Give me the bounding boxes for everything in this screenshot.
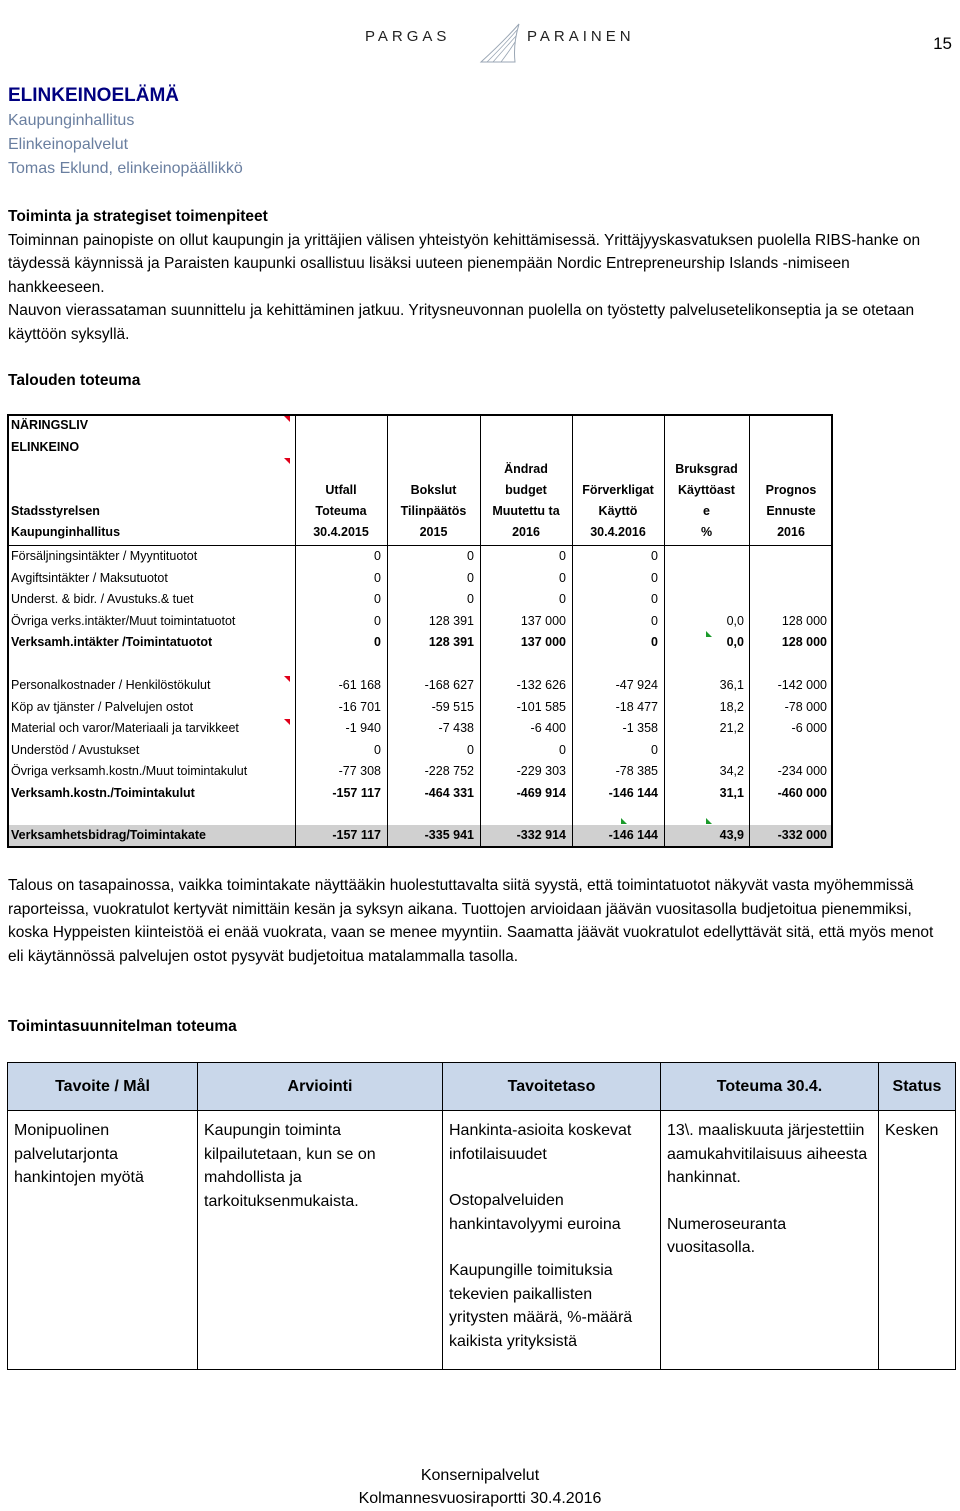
finance-row-value: -234 000 <box>777 764 827 778</box>
finance-row-value: -6 000 <box>791 721 827 735</box>
col-header-budget-2016: budget <box>505 483 547 497</box>
finance-row-label: Underst. & bidr. / Avustuks.& tuet <box>11 592 194 606</box>
finance-row-value: 0 <box>559 571 566 585</box>
finance-row-value <box>749 589 827 610</box>
finance-row-value: -18 477 <box>615 700 658 714</box>
finance-row-value: -101 585 <box>516 700 566 714</box>
plan-header-row <box>8 1063 956 1111</box>
finance-row-value: 137 000 <box>520 614 566 628</box>
comment-marker <box>284 676 290 682</box>
plan-row <box>8 1111 956 1370</box>
col-header-realized-2016: Käyttö <box>598 504 638 518</box>
comment-marker <box>284 458 290 464</box>
plan-targets <box>443 1111 661 1370</box>
col-header-actual-2015: Toteuma <box>315 504 367 518</box>
finance-row-value: -332 000 <box>777 828 827 842</box>
finance-row <box>9 611 831 632</box>
finance-row-value: 128 391 <box>428 635 474 649</box>
finance-row-value: -335 941 <box>424 828 474 842</box>
col-header-usage-rate: Bruksgrad <box>675 462 738 476</box>
finance-row-value: 0 <box>467 743 474 757</box>
finance-row-value: -229 303 <box>516 764 566 778</box>
finance-row-value: 0 <box>651 743 658 757</box>
finance-row-value: -168 627 <box>424 678 474 692</box>
finance-row <box>9 761 831 782</box>
plan-target-item: Ostopalveluiden hankintavolyymi euroina <box>449 1192 621 1233</box>
finance-row-value: 0,0 <box>726 614 744 628</box>
plan-goal: Monipuolinen palvelutarjonta hankintojen myötä <box>8 1111 198 1370</box>
col-header-forecast-2016: Ennuste <box>766 504 816 518</box>
finance-row-value: 128 391 <box>428 614 474 628</box>
strategy-paragraph-2: Nauvon vierassataman suunnittelu ja kehittäminen jatkuu. Yritysneuvonnan puolella on työstetty palvelusetelikonseptia ja se otetaan käyttöön syksyllä. <box>8 302 915 343</box>
finance-row-value: -157 117 <box>332 786 381 800</box>
finance-row-value: 0 <box>651 635 658 649</box>
finance-row <box>9 568 831 589</box>
finance-row-value: 0 <box>559 743 566 757</box>
finance-row-value: -460 000 <box>777 786 827 800</box>
finance-row-value: 18,2 <box>719 700 744 714</box>
col-header-forecast-2016: Prognos <box>765 483 817 497</box>
finance-analysis: Talous on tasapainossa, vaikka toimintakate näyttääkin huolestuttavalta siitä syystä, että toimintatuotot näkyvät vasta myöhemmissä raporteissa, vuokratulot kertyvät nimittäin kesän ja syksyn aikana. Tuottojen arvioidaan jäävän vuositasolla budjetoitua pienemmiksi, koska Hyppeisten kiinteistöä ei enää vuokrata, vaan se menee myyntiin. Saamatta jäävät vuokratulot edellyttävät sitä, että myös menot eli käytännössä palvelujen ostot pysyvät budjetoitua matalammalla tasolla. <box>8 877 934 965</box>
plan-header-goal: Tavoite / Mål <box>8 1063 198 1111</box>
finance-row-value: 0 <box>467 592 474 606</box>
org-label-fi: ELINKEINO <box>11 440 80 454</box>
finance-row-value: 0 <box>651 571 658 585</box>
plan-heading: Toimintasuunnitelman toteuma <box>8 1018 237 1035</box>
sail-icon <box>473 22 529 68</box>
subtitle-department: Elinkeinopalvelut <box>8 136 129 153</box>
footer-report: Kolmannesvuosiraportti 30.4.2016 <box>358 1490 602 1507</box>
finance-row-value: 34,2 <box>719 764 744 778</box>
pargas-parainen-logo <box>365 22 635 62</box>
finance-row-value <box>664 589 744 610</box>
finance-row-value: -469 914 <box>516 786 566 800</box>
finance-row-value: -16 701 <box>338 700 381 714</box>
finance-row-value: 137 000 <box>520 635 566 649</box>
finance-row-value: 0 <box>374 614 381 628</box>
finance-row-value: -142 000 <box>777 678 827 692</box>
plan-target-item: Kaupungille toimituksia tekevien paikallisten yritysten määrä, %-määrä kaikista yrityksistä <box>449 1262 633 1350</box>
finance-row-value: 43,9 <box>719 828 744 842</box>
finance-row-label: Övriga verksamh.kostn./Muut toimintakulut <box>11 764 248 778</box>
finance-row-value: -332 914 <box>516 828 566 842</box>
finance-row-value <box>664 740 744 761</box>
finance-row-value: 0 <box>467 549 474 563</box>
col-header-usage-rate: % <box>700 525 713 539</box>
finance-row-label: Understöd / Avustukset <box>11 743 140 757</box>
comment-marker <box>706 818 712 824</box>
col-header-closing-2015: Bokslut <box>410 483 457 497</box>
subtitle-unit: Kaupunginhallitus <box>8 112 135 129</box>
col-header-usage-rate: e <box>703 504 710 518</box>
strategy-section <box>8 205 948 346</box>
org-label-sv: NÄRINGSLIV <box>11 418 89 432</box>
finance-row-value: -47 924 <box>615 678 658 692</box>
finance-row-value: 0 <box>559 592 566 606</box>
finance-row-label: Försäljningsintäkter / Myyntituotot <box>11 549 198 563</box>
finance-row-label: Material och varor/Materiaali ja tarvikkeet <box>11 721 239 735</box>
strategy-heading: Toiminta ja strategiset toimenpiteet <box>8 208 268 225</box>
board-label-fi: Kaupunginhallitus <box>11 525 121 539</box>
plan-header-evaluation: Arviointi <box>198 1063 443 1111</box>
finance-row-value <box>664 568 744 589</box>
board-label-sv: Stadsstyrelsen <box>11 504 100 518</box>
footer-unit: Konsernipalvelut <box>420 1467 540 1484</box>
finance-row-label: Verksamh.intäkter /Toimintatuotot <box>11 635 213 649</box>
finance-row-value: -146 144 <box>608 786 658 800</box>
finance-row-value: -78 000 <box>784 700 827 714</box>
finance-row-value: 0 <box>651 614 658 628</box>
plan-header-outcome: Toteuma 30.4. <box>661 1063 879 1111</box>
finance-row-value: 0 <box>374 635 381 649</box>
col-header-usage-rate: Käyttöast <box>678 483 735 497</box>
finance-row <box>9 546 831 567</box>
finance-row-label: Personalkostnader / Henkilöstökulut <box>11 678 211 692</box>
finance-row-value: 0 <box>374 592 381 606</box>
col-header-budget-2016: 2016 <box>512 525 540 539</box>
finance-row-label: Verksamhetsbidrag/Toimintakate <box>11 828 206 842</box>
col-header-closing-2015: 2015 <box>419 525 448 539</box>
plan-target-item: Hankinta-asioita koskevat infotilaisuudet <box>449 1122 632 1163</box>
plan-table <box>7 1062 956 1370</box>
plan-header-target: Tavoitetaso <box>443 1063 661 1111</box>
finance-row-label: Övriga verks.intäkter/Muut toimintatuotot <box>11 614 236 628</box>
finance-row-value: 0 <box>374 549 381 563</box>
finance-row <box>9 718 831 739</box>
logo-text-pargas: PARGAS <box>365 28 451 45</box>
finance-row-value: 0 <box>374 743 381 757</box>
finance-row <box>9 825 831 846</box>
finance-row-value: 0 <box>374 571 381 585</box>
finance-row-value: 0 <box>651 549 658 563</box>
col-header-actual-2015: 30.4.2015 <box>313 525 369 539</box>
finance-row-value: -464 331 <box>424 786 474 800</box>
col-header-forecast-2016: 2016 <box>777 525 805 539</box>
page-title: ELINKEINOELÄMÄ <box>8 85 179 106</box>
finance-row <box>9 783 831 804</box>
finance-heading: Talouden toteuma <box>8 372 141 389</box>
plan-outcome-item: 13\. maaliskuuta järjestettiin aamukahvitilaisuus aiheesta hankinnat. <box>667 1122 868 1186</box>
page-number: 15 <box>933 34 952 53</box>
finance-row-label: Verksamh.kostn./Toimintakulut <box>11 786 195 800</box>
finance-row-value <box>749 568 827 589</box>
finance-row-value: 0 <box>559 549 566 563</box>
finance-row-value: -132 626 <box>516 678 566 692</box>
finance-row <box>9 697 831 718</box>
finance-row <box>9 675 831 696</box>
col-header-closing-2015: Tilinpäätös <box>400 504 467 518</box>
finance-row-value: 0 <box>467 571 474 585</box>
strategy-paragraph-1: Toiminnan painopiste on ollut kaupungin ja yrittäjien välisen yhteistyön kehittämisessä. Yrittäjyyskasvatuksen puolella RIBS-hanke on täydessä käynnissä ja Paraisten kaupunki osallistuu lisäksi uuteen pienempään Nordic Entrepreneurship Islands -nimiseen hankkeeseen. <box>8 231 921 296</box>
finance-row-value: -61 168 <box>338 678 381 692</box>
plan-outcomes <box>661 1111 879 1370</box>
finance-row-value: -59 515 <box>431 700 474 714</box>
finance-row-value: -7 438 <box>438 721 474 735</box>
finance-row-value: 128 000 <box>781 635 827 649</box>
finance-row <box>9 589 831 610</box>
subtitle-responsible: Tomas Eklund, elinkeinopäällikkö <box>8 160 243 177</box>
comment-marker <box>284 416 290 422</box>
finance-row-label: Avgiftsintäkter / Maksutuotot <box>11 571 168 585</box>
col-header-actual-2015: Utfall <box>325 483 357 497</box>
col-header-realized-2016: Förverkligat <box>582 483 654 497</box>
finance-row-value: -6 400 <box>530 721 566 735</box>
comment-marker <box>284 719 290 725</box>
finance-row-value <box>749 740 827 761</box>
plan-outcome-item: Numeroseuranta vuositasolla. <box>667 1215 787 1256</box>
finance-row-value <box>664 546 744 567</box>
finance-row-value: 0,0 <box>726 635 744 649</box>
logo-text-parainen: PARAINEN <box>527 28 635 45</box>
finance-row-label: Köp av tjänster / Palvelujen ostot <box>11 700 194 714</box>
finance-row-value: -157 117 <box>332 828 381 842</box>
comment-marker <box>621 818 627 824</box>
finance-table <box>7 414 833 848</box>
col-header-realized-2016: 30.4.2016 <box>590 525 646 539</box>
col-header-budget-2016: Muutettu ta <box>492 504 560 518</box>
plan-header-status: Status <box>879 1063 956 1111</box>
finance-row-value: -146 144 <box>608 828 658 842</box>
finance-row-value <box>749 546 827 567</box>
finance-row-value: -1 358 <box>622 721 658 735</box>
col-header-budget-2016: Ändrad <box>504 462 548 476</box>
plan-status: Kesken <box>879 1111 956 1370</box>
finance-row-value: 21,2 <box>719 721 744 735</box>
finance-row-value: -77 308 <box>338 764 381 778</box>
plan-evaluation: Kaupungin toiminta kilpailutetaan, kun se on mahdollista ja tarkoituksenmukaista. <box>198 1111 443 1370</box>
finance-row-value: 31,1 <box>719 786 744 800</box>
finance-row-value: 128 000 <box>781 614 827 628</box>
finance-row-value: 36,1 <box>719 678 744 692</box>
comment-marker <box>706 631 712 637</box>
finance-row-value: -78 385 <box>615 764 658 778</box>
finance-row-value: 0 <box>651 592 658 606</box>
finance-row <box>9 740 831 761</box>
finance-row-value: -228 752 <box>424 764 474 778</box>
finance-row-value: -1 940 <box>345 721 381 735</box>
